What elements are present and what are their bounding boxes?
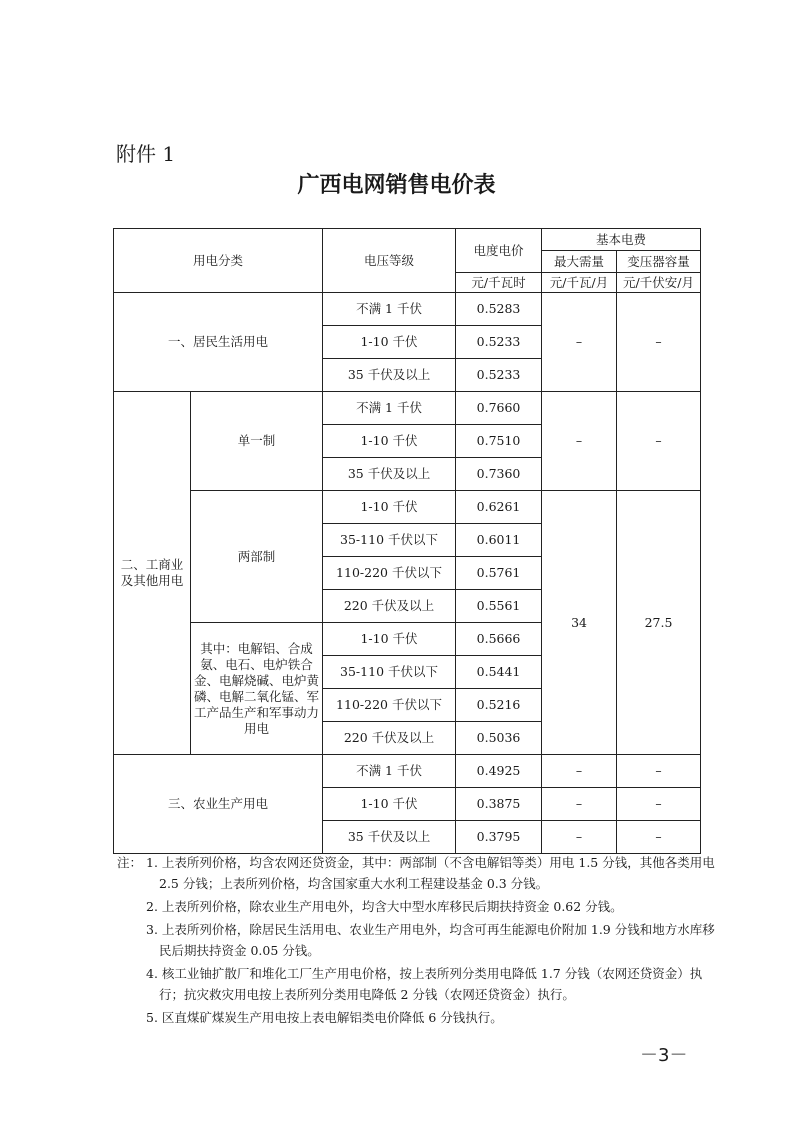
price-cell: 0.5233: [456, 326, 542, 359]
voltage-cell: 35 千伏及以上: [323, 359, 456, 392]
header-max-demand: 最大需量: [542, 251, 617, 273]
price-cell: 0.7360: [456, 458, 542, 491]
price-cell: 0.6261: [456, 491, 542, 524]
max-demand-cell: –: [542, 293, 617, 392]
table-row: [114, 392, 701, 425]
price-cell: 0.7660: [456, 392, 542, 425]
voltage-cell: 1-10 千伏: [323, 788, 456, 821]
header-row: [114, 229, 701, 251]
voltage-cell: 110-220 千伏以下: [323, 689, 456, 722]
transformer-cell: 27.5: [617, 491, 701, 755]
price-cell: 0.4925: [456, 755, 542, 788]
transformer-cell: –: [617, 821, 701, 854]
voltage-cell: 35 千伏及以上: [323, 821, 456, 854]
note-item: 3. 上表所列价格，除居民生活用电、农业生产用电外，均含可再生能源电价附加 1.9 分钱和地方水库移民后期扶持资金 0.05 分钱。: [146, 922, 715, 958]
max-demand-cell: 34: [542, 491, 617, 755]
header-transformer: 变压器容量: [617, 251, 701, 273]
max-demand-cell: –: [542, 821, 617, 854]
header-basic-fee: 基本电费: [542, 229, 701, 251]
price-cell: 0.6011: [456, 524, 542, 557]
header-energy-unit: 元/千瓦时: [456, 273, 542, 293]
transformer-cell: –: [617, 788, 701, 821]
table-row: [114, 293, 701, 326]
price-cell: 0.5666: [456, 623, 542, 656]
subcategory-special: 其中：电解铝、合成氨、电石、电炉铁合金、电解烧碱、电炉黄磷、电解二氧化锰、军工产品生产和军事动力用电: [191, 623, 323, 755]
voltage-cell: 35 千伏及以上: [323, 458, 456, 491]
voltage-cell: 35-110 千伏以下: [323, 656, 456, 689]
price-cell: 0.5216: [456, 689, 542, 722]
voltage-cell: 1-10 千伏: [323, 425, 456, 458]
notes-label: 注：: [117, 855, 143, 870]
voltage-cell: 220 千伏及以上: [323, 590, 456, 623]
header-voltage: 电压等级: [323, 229, 456, 293]
price-cell: 0.3795: [456, 821, 542, 854]
price-cell: 0.5561: [456, 590, 542, 623]
voltage-cell: 1-10 千伏: [323, 623, 456, 656]
transformer-cell: –: [617, 755, 701, 788]
header-max-demand-unit: 元/千瓦/月: [542, 273, 617, 293]
price-cell: 0.5036: [456, 722, 542, 755]
attachment-label: 附件 1: [116, 142, 176, 166]
page-number: －3－: [640, 1045, 688, 1066]
max-demand-cell: –: [542, 392, 617, 491]
price-cell: 0.3875: [456, 788, 542, 821]
max-demand-cell: –: [542, 755, 617, 788]
table-row: [114, 755, 701, 788]
note-item: 4. 核工业铀扩散厂和堆化工厂生产用电价格，按上表所列分类用电降低 1.7 分钱（农网还贷资金）执行；抗灾救灾用电按上表所列分类用电降低 2 分钱（农网还贷资金）执行。: [146, 966, 703, 1002]
note-item: 1. 上表所列价格，均含农网还贷资金，其中：两部制（不含电解铝等类）用电 1.5 分钱，其他各类用电 2.5 分钱；上表所列价格，均含国家重大水利工程建设基金 0.3 分钱。: [146, 855, 715, 891]
transformer-cell: –: [617, 293, 701, 392]
voltage-cell: 不满 1 千伏: [323, 293, 456, 326]
category-industrial: 二、工商业及其他用电: [114, 392, 191, 755]
table-row: [114, 491, 701, 524]
voltage-cell: 1-10 千伏: [323, 491, 456, 524]
header-category: 用电分类: [114, 229, 323, 293]
category-agriculture: 三、农业生产用电: [114, 755, 323, 854]
transformer-cell: –: [617, 392, 701, 491]
price-cell: 0.7510: [456, 425, 542, 458]
header-energy-price: 电度电价: [456, 229, 542, 273]
voltage-cell: 不满 1 千伏: [323, 755, 456, 788]
price-cell: 0.5761: [456, 557, 542, 590]
max-demand-cell: –: [542, 788, 617, 821]
price-cell: 0.5233: [456, 359, 542, 392]
subcategory-two-part: 两部制: [191, 491, 323, 623]
price-cell: 0.5283: [456, 293, 542, 326]
price-cell: 0.5441: [456, 656, 542, 689]
voltage-cell: 1-10 千伏: [323, 326, 456, 359]
voltage-cell: 35-110 千伏以下: [323, 524, 456, 557]
voltage-cell: 不满 1 千伏: [323, 392, 456, 425]
note-item: 2. 上表所列价格，除农业生产用电外，均含大中型水库移民后期扶持资金 0.62 分钱。: [146, 899, 623, 914]
subcategory-single: 单一制: [191, 392, 323, 491]
price-table: [113, 228, 701, 854]
page-title: 广西电网销售电价表: [297, 173, 496, 198]
header-transformer-unit: 元/千伏安/月: [617, 273, 701, 293]
category-residential: 一、居民生活用电: [114, 293, 323, 392]
voltage-cell: 110-220 千伏以下: [323, 557, 456, 590]
note-item: 5. 区直煤矿煤炭生产用电按上表电解铝类电价降低 6 分钱执行。: [146, 1010, 503, 1025]
voltage-cell: 220 千伏及以上: [323, 722, 456, 755]
